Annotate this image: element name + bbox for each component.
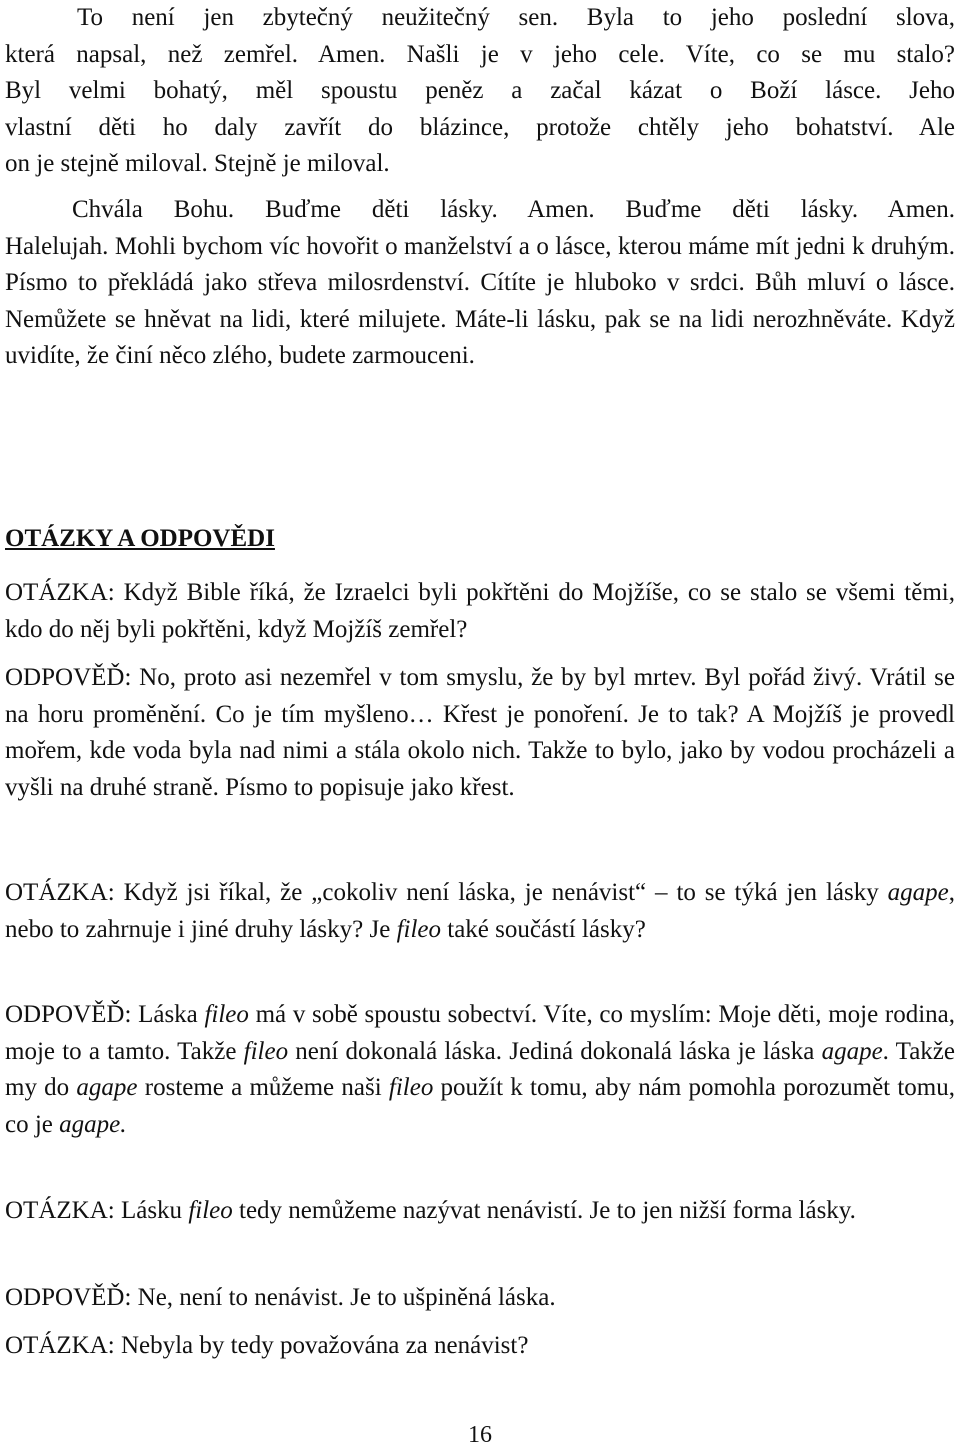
answer-1: ODPOVĚĎ: No, proto asi nezemřel v tom smyslu, že by byl mrtev. Byl pořád živý. Vrátil se na horu proměnění. Co je tím myšleno… Křest je ponoření. Je to tak? A Mojžíš je provedl mořem, kde voda byla nad nimi a stála okolo nich. Takže to bylo, jako by vodou procházeli a vyšli na druhé straně. Písmo to popisuje jako křest. xyxy=(5,664,955,801)
answer-2 xyxy=(5,997,955,1143)
text-run: také součástí lásky? xyxy=(441,915,646,943)
term-fileo: fileo xyxy=(204,1001,249,1028)
page-number: 16 xyxy=(468,1422,492,1448)
text-run: tedy nemůžeme nazývat nenávistí. Je to jen nižší forma lásky. xyxy=(232,1197,856,1224)
text-line: on je stejně miloval. Stejně je miloval. xyxy=(5,150,390,177)
text-run: ODPOVĚĎ: Láska xyxy=(5,1001,205,1028)
paragraph-praise xyxy=(5,192,955,375)
text-run: rosteme a můžeme naši xyxy=(137,1074,389,1101)
section-heading: OTÁZKY A ODPOVĚDI xyxy=(5,525,275,552)
paragraph-intro xyxy=(5,0,955,183)
text-run: . Takže my do xyxy=(5,1037,955,1101)
text-line: To není jen zbytečný neužitečný sen. Byla to jeho poslední slova, xyxy=(77,4,955,31)
text-line: Chvála Bohu. Buďme děti lásky. Amen. Buďme děti lásky. Amen. xyxy=(72,196,955,223)
text-line: která napsal, než zemřel. Amen. Našli je v jeho cele. Víte, co se mu stalo? xyxy=(5,40,955,68)
term-fileo: fileo xyxy=(243,1037,289,1065)
question-1: OTÁZKA: Když Bible říká, že Izraelci byli pokřtěni do Mojžíše, co se stalo se všemi těmi, kdo do něj byli pokřtěni, když Mojžíš zemřel? xyxy=(5,579,955,643)
text-run: má v sobě spoustu sobectví. Víte, co myslím: Moje děti, moje rodina, moje to a tamto. Takže xyxy=(5,1001,955,1065)
term-fileo: fileo xyxy=(388,1074,434,1101)
question-4: OTÁZKA: Nebyla by tedy považována za nenávist? xyxy=(5,1332,529,1359)
answer-3: ODPOVĚĎ: Ne, není to nenávist. Je to ušpiněná láska. xyxy=(5,1284,556,1311)
term-agape: agape xyxy=(887,879,949,906)
question-3 xyxy=(5,1193,955,1230)
text-line: vlastní děti ho daly zavřít do blázince, protože chtěly jeho bohatství. Ale xyxy=(5,113,955,141)
term-agape: agape. xyxy=(59,1110,127,1138)
text-run: , nebo to zahrnuje i jiné druhy lásky? Je xyxy=(5,879,955,943)
term-agape: agape xyxy=(76,1074,138,1101)
text-run: není dokonalá láska. Jediná dokonalá láska je láska xyxy=(288,1037,822,1065)
question-2 xyxy=(5,875,955,948)
paragraph-body: Halelujah. Mohli bychom víc hovořit o manželství a o lásce, kterou máme mít jedni k druhým. Písmo to překládá jako střeva milosrdenství. Cítíte je hluboko v srdci. Bůh mluví o lásce. Nemůžete se hněvat na lidi, které milujete. Máte-li lásku, pak se na lidi nerozhněváte. Když uvidíte, že činí něco zlého, budete zarmouceni. xyxy=(5,232,955,369)
term-fileo: fileo xyxy=(396,915,441,943)
text-line: Byl velmi bohatý, měl spoustu peněz a začal kázat o Boží lásce. Jeho xyxy=(5,77,955,104)
text-run: OTÁZKA: Když jsi říkal, že „cokoliv není láska, je nenávist“ – to se týká jen lásky xyxy=(5,879,888,906)
term-agape: agape xyxy=(821,1037,883,1065)
term-fileo: fileo xyxy=(188,1197,233,1224)
text-run: OTÁZKA: Lásku xyxy=(5,1197,189,1224)
text-run: použít k tomu, aby nám pomohla porozumět tomu, co je xyxy=(5,1074,956,1138)
